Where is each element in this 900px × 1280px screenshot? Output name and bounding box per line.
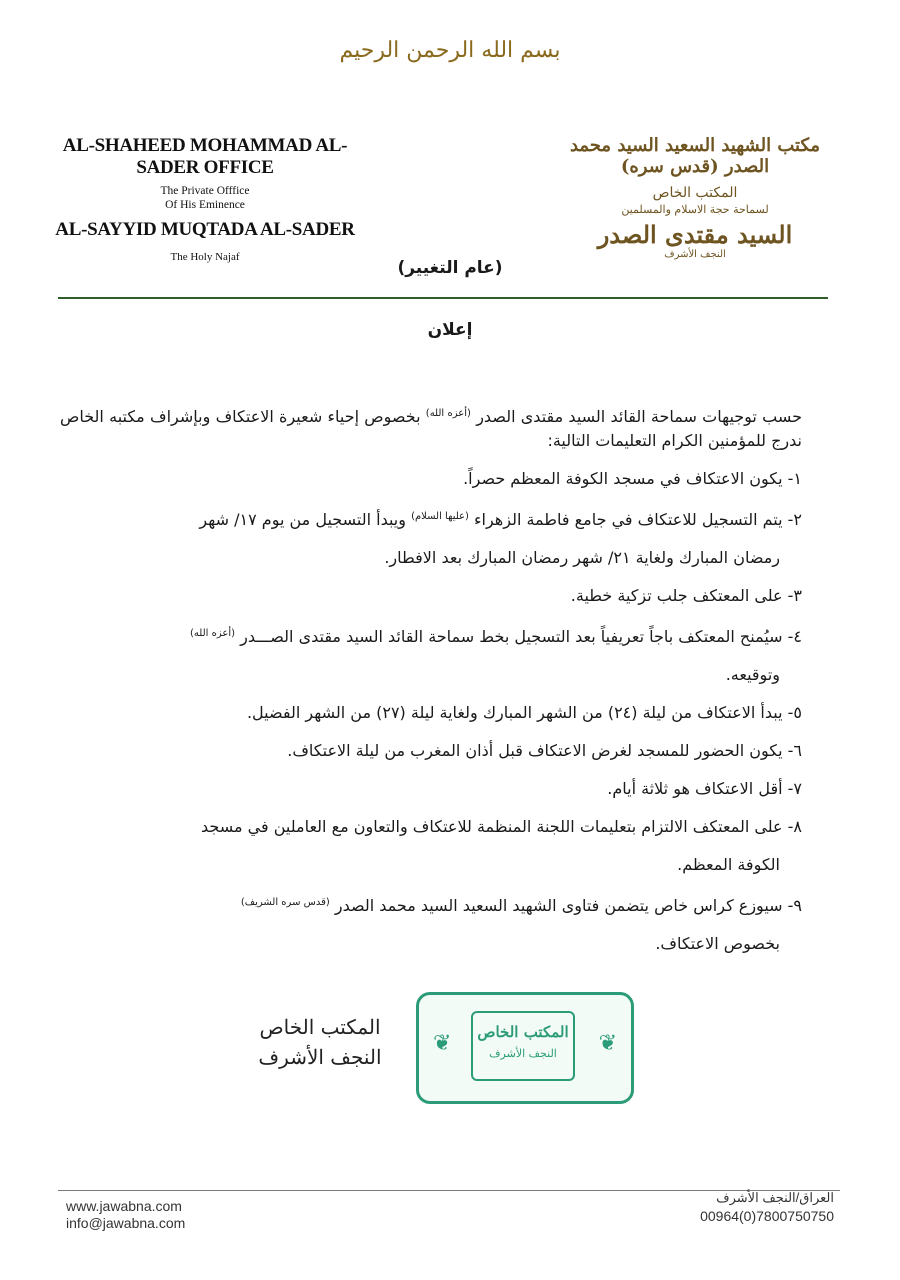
header-divider <box>58 297 828 299</box>
office-signature <box>240 1012 400 1072</box>
cleric-name-ar: السيد مقتدى الصدر <box>597 220 793 249</box>
list-item-8-continued <box>60 853 802 877</box>
office-name-en: AL-SHAHEED MOHAMMAD AL-SADER OFFICE <box>62 135 348 178</box>
english-letterhead <box>40 135 370 263</box>
najaf-en: The Holy Najaf <box>170 251 240 263</box>
item-9-honorific: (قدس سره الشريف) <box>240 897 330 908</box>
item-2-honorific: (عليها السلام) <box>411 511 469 522</box>
announcement-title: إعلان <box>427 320 473 340</box>
signature-line-1: المكتب الخاص <box>259 1015 381 1039</box>
website-link[interactable]: www.jawabna.com <box>66 1198 182 1214</box>
intro-paragraph <box>60 402 802 453</box>
list-item-5 <box>60 701 802 725</box>
year-title: (عام التغيير) <box>397 258 503 278</box>
list-item-9-continued <box>60 932 802 956</box>
item-2-text-c: رمضان المبارك ولغاية ٢١/ شهر رمضان المبارك بعد الافطار. <box>384 548 780 567</box>
intro-honorific: (أعزه الله) <box>425 408 471 419</box>
email-link[interactable]: info@jawabna.com <box>66 1215 186 1231</box>
list-item-7 <box>60 777 802 801</box>
list-item-9 <box>60 891 802 918</box>
najaf-ar: النجف الأشرف <box>664 249 726 260</box>
signature-line-2: النجف الأشرف <box>258 1045 382 1069</box>
item-7-text: ٧- أقل الاعتكاف هو ثلاثة أيام. <box>607 779 802 798</box>
private-office-ar: المكتب الخاص <box>652 185 738 201</box>
item-8-text-a: ٨- على المعتكف الالتزام بتعليمات اللجنة المنظمة للاعتكاف والتعاون مع العاملين في مسجد <box>200 817 802 836</box>
list-item-2 <box>60 505 802 532</box>
stamp-line-1: المكتب الخاص <box>477 1023 569 1041</box>
item-2-text-b: ويبدأ التسجيل من يوم ١٧/ شهر <box>199 510 406 529</box>
item-1-text: ١- يكون الاعتكاف في مسجد الكوفة المعظم حصراً. <box>463 469 802 488</box>
item-6-text: ٦- يكون الحضور للمسجد لغرض الاعتكاف قبل أذان المغرب من ليلة الاعتكاف. <box>287 741 802 760</box>
item-2-text-a: ٢- يتم التسجيل للاعتكاف في جامع فاطمة الزهراء <box>474 510 802 529</box>
eminence-ar: لسماحة حجة الاسلام والمسلمين <box>621 203 769 216</box>
eminence-en: Of His Eminence <box>165 199 245 211</box>
item-9-text-b: بخصوص الاعتكاف. <box>655 934 780 953</box>
footer-location: العراق/النجف الأشرف <box>716 1190 834 1205</box>
official-stamp <box>416 992 634 1104</box>
footer-contact-web <box>66 1198 185 1232</box>
private-office-en: The Private Offfice <box>160 185 250 197</box>
intro-part1: حسب توجيهات سماحة القائد السيد مقتدى الصدر <box>476 407 803 426</box>
list-item-4-continued <box>60 663 802 687</box>
stamp-ornament-left-icon: ❦ <box>433 1031 452 1056</box>
office-name-ar: مكتب الشهيد السعيد السيد محمد الصدر (قدس سره) <box>569 135 821 177</box>
item-9-text-a: ٩- سيوزع كراس خاص يتضمن فتاوى الشهيد السعيد السيد محمد الصدر <box>334 896 802 915</box>
list-item-6 <box>60 739 802 763</box>
basmala: بسم الله الرحمن الرحيم <box>339 38 561 63</box>
list-item-4 <box>60 622 802 649</box>
list-item-3 <box>60 584 802 608</box>
item-4-honorific: (أعزه الله) <box>190 628 236 639</box>
announcement-body <box>60 402 802 956</box>
item-8-text-b: الكوفة المعظم. <box>677 855 780 874</box>
stamp-cartouche <box>471 1011 575 1081</box>
stamp-ornament-right-icon: ❦ <box>598 1031 617 1056</box>
intro-part2: بخصوص إحياء شعيرة الاعتكاف وبإشراف مكتبه الخاص ندرج للمؤمنين الكرام التعليمات التالية: <box>60 407 802 450</box>
item-4-text-b: وتوقيعه. <box>725 665 780 684</box>
footer-contact-address <box>700 1190 834 1224</box>
stamp-line-2: النجف الأشرف <box>489 1047 557 1060</box>
cleric-name-en: AL-SAYYID MUQTADA AL-SADER <box>55 219 355 240</box>
item-5-text: ٥- يبدأ الاعتكاف من ليلة (٢٤) من الشهر المبارك ولغاية ليلة (٢٧) من الشهر الفضيل. <box>246 703 802 722</box>
arabic-letterhead <box>560 135 830 260</box>
footer-phone: 00964(0)7800750750 <box>700 1208 834 1224</box>
list-item-8 <box>60 815 802 839</box>
item-4-text-a: ٤- سيُمنح المعتكف باجاً تعريفياً بعد التسجيل بخط سماحة القائد السيد مقتدى الصـــدر <box>240 627 802 646</box>
item-3-text: ٣- على المعتكف جلب تزكية خطية. <box>570 586 802 605</box>
list-item-2-continued <box>60 546 802 570</box>
list-item-1 <box>60 467 802 491</box>
